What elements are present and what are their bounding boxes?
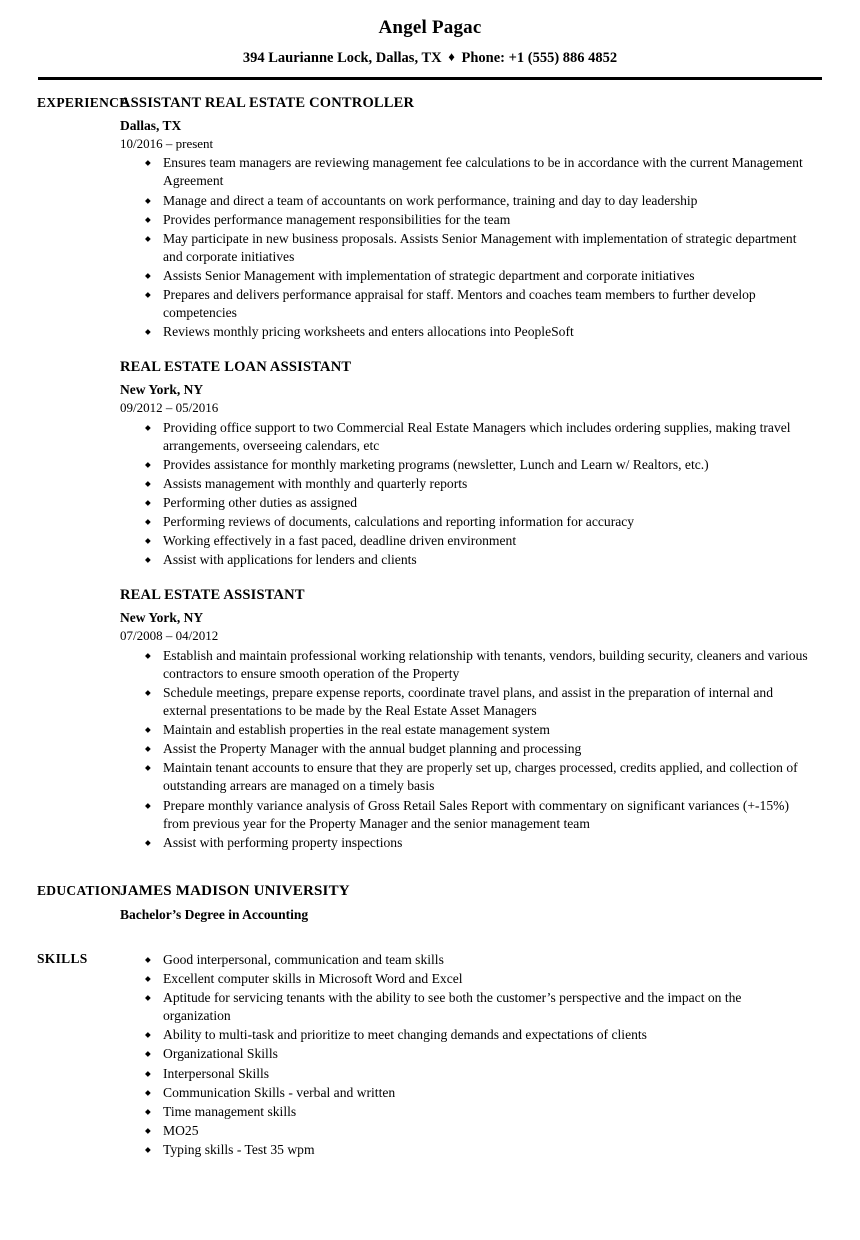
section-label-experience: EXPERIENCE [37, 94, 129, 110]
section-skills [0, 950, 860, 1159]
bullet-item: ◆ MO25 [142, 1122, 812, 1140]
bullet-item: ◆ Good interpersonal, communication and team skills [142, 951, 812, 969]
bullet-item: ◆ Reviews monthly pricing worksheets and enters allocations into PeopleSoft [142, 323, 812, 341]
bullet-item: ◆ Assist with performing property inspections [142, 834, 812, 852]
bullet-item: ◆ Prepare monthly variance analysis of Gross Retail Sales Report with commentary on significant variances (+-15%) from previous year for the Property Manager and the senior management team [142, 797, 812, 833]
bullet-item: ◆ Manage and direct a team of accountants on work performance, training and day to day leadership [142, 192, 812, 210]
candidate-contact-line [0, 50, 860, 67]
bullet-item: ◆ Assist with applications for lenders and clients [142, 551, 812, 569]
job-title: REAL ESTATE LOAN ASSISTANT [120, 359, 352, 376]
bullet-item: ◆ Provides performance management responsibilities for the team [142, 211, 812, 229]
bullet-item: ◆ May participate in new business proposals. Assists Senior Management with implementation of strategic department and corporate initiatives [142, 230, 812, 266]
bullet-item: ◆ Provides assistance for monthly marketing programs (newsletter, Lunch and Learn w/ Realtors, etc.) [142, 456, 812, 474]
bullet-item: ◆ Prepares and delivers performance appraisal for staff. Mentors and coaches team members to further develop competencies [142, 286, 812, 322]
bullet-item: ◆ Performing other duties as assigned [142, 494, 812, 512]
bullet-item: ◆ Interpersonal Skills [142, 1065, 812, 1083]
section-education [0, 882, 860, 923]
bullet-item: ◆ Schedule meetings, prepare expense reports, coordinate travel plans, and assist in the preparation of internal and external presentations to be made by the Real Estate Asset Managers [142, 684, 812, 720]
job-location: New York, NY [120, 382, 204, 398]
education-entries [120, 882, 860, 923]
bullet-item: ◆ Maintain and establish properties in the real estate management system [142, 721, 812, 739]
bullet-item: ◆ Aptitude for servicing tenants with the ability to see both the customer’s perspective and the impact on the organization [142, 989, 812, 1025]
bullet-item: ◆ Assists Senior Management with implementation of strategic department and corporate initiatives [142, 267, 812, 285]
job-title: ASSISTANT REAL ESTATE CONTROLLER [120, 94, 415, 111]
job-entry [120, 586, 812, 851]
education-entry [120, 882, 812, 923]
education-school: JAMES MADISON UNIVERSITY [120, 882, 350, 899]
bullet-item: ◆ Maintain tenant accounts to ensure that they are properly set up, charges processed, credits applied, and collection of outstanding arrears are managed on a timely basis [142, 759, 812, 795]
job-location: New York, NY [120, 610, 204, 626]
resume-header [0, 0, 860, 67]
section-label-skills: SKILLS [37, 951, 88, 967]
job-dates: 07/2008 – 04/2012 [120, 628, 219, 644]
job-entry [120, 94, 812, 341]
bullet-item: ◆ Assists management with monthly and quarterly reports [142, 475, 812, 493]
bullet-item: ◆ Ability to multi-task and prioritize to meet changing demands and expectations of clients [142, 1026, 812, 1044]
candidate-address: 394 Laurianne Lock, Dallas, TX [242, 49, 442, 66]
bullet-item: ◆ Ensures team managers are reviewing management fee calculations to be in accordance with the current Management Agreement [142, 154, 812, 190]
bullet-item: ◆ Communication Skills - verbal and written [142, 1084, 812, 1102]
section-label-education: EDUCATION [37, 882, 122, 898]
skills-bullet-list [120, 951, 812, 1159]
section-experience [0, 94, 860, 852]
candidate-name: Angel Pagac [378, 17, 482, 38]
bullet-item: ◆ Performing reviews of documents, calculations and reporting information for accuracy [142, 513, 812, 531]
job-bullet-list [120, 647, 812, 852]
education-degree: Bachelor’s Degree in Accounting [120, 906, 309, 922]
bullet-item: ◆ Assist the Property Manager with the annual budget planning and processing [142, 740, 812, 758]
job-dates: 10/2016 – present [120, 135, 214, 151]
bullet-item: ◆ Working effectively in a fast paced, deadline driven environment [142, 532, 812, 550]
bullet-item: ◆ Typing skills - Test 35 wpm [142, 1141, 812, 1159]
bullet-item: ◆ Providing office support to two Commercial Real Estate Managers which includes ordering supplies, making travel arrangements, overseeing calendars, etc [142, 419, 812, 455]
bullet-item: ◆ Organizational Skills [142, 1045, 812, 1063]
candidate-phone: Phone: +1 (555) 886 4852 [461, 49, 618, 66]
skills-entries [120, 950, 860, 1159]
experience-entries [120, 94, 860, 852]
job-location: Dallas, TX [120, 117, 182, 133]
job-title: REAL ESTATE ASSISTANT [120, 587, 305, 604]
bullet-item: ◆ Establish and maintain professional working relationship with tenants, vendors, building security, cleaners and various contractors to ensure smooth operation of the Property [142, 647, 812, 683]
job-dates: 09/2012 – 05/2016 [120, 399, 219, 415]
job-bullet-list [120, 419, 812, 570]
bullet-item: ◆ Time management skills [142, 1103, 812, 1121]
resume-content [0, 80, 860, 1159]
bullet-item: ◆ Excellent computer skills in Microsoft Word and Excel [142, 970, 812, 988]
job-entry [120, 358, 812, 569]
job-bullet-list [120, 154, 812, 341]
diamond-separator-icon: ♦ [448, 48, 455, 64]
